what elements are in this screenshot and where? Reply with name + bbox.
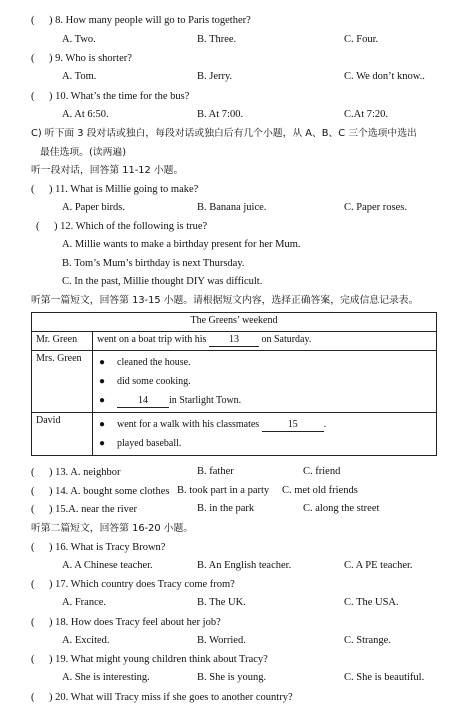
option-c: C. met old friends bbox=[282, 485, 358, 496]
option-a: A. France. bbox=[62, 597, 107, 608]
option-a: A. A Chinese teacher. bbox=[62, 560, 153, 571]
list-item bbox=[97, 391, 432, 410]
activity-text: played baseball. bbox=[117, 438, 182, 449]
list-item bbox=[97, 415, 432, 434]
question-text: ) 12. Which of the following is true? bbox=[54, 221, 208, 232]
option-b: B. father bbox=[197, 466, 234, 477]
option-c: C.At 7:20. bbox=[344, 109, 389, 120]
option-b: B. The UK. bbox=[197, 597, 246, 608]
answer-paren[interactable]: ( bbox=[36, 221, 40, 232]
question-text: ) 20. What will Tracy miss if she goes to another country? bbox=[49, 692, 293, 703]
option-c: C. Paper roses. bbox=[344, 202, 407, 213]
option-c: C. Strange. bbox=[344, 635, 391, 646]
mr-green-cell bbox=[93, 332, 437, 351]
answer-paren[interactable]: ( bbox=[31, 53, 35, 64]
option-c: C. along the street bbox=[303, 503, 380, 514]
question-text: ) 15.A. near the river bbox=[49, 504, 138, 515]
option-b: B. At 7:00. bbox=[197, 109, 244, 120]
list-item bbox=[97, 372, 432, 391]
answer-paren[interactable]: ( bbox=[31, 542, 35, 553]
option-a: A. Tom. bbox=[62, 71, 97, 82]
option-a: A. She is interesting. bbox=[62, 672, 150, 683]
answer-paren[interactable]: ( bbox=[31, 654, 35, 665]
list-item bbox=[97, 353, 432, 372]
option-b: B. took part in a party bbox=[177, 485, 270, 496]
question-text: ) 10. What’s the time for the bus? bbox=[49, 91, 190, 102]
table-title: The Greens’ weekend bbox=[32, 313, 437, 332]
answer-paren[interactable]: ( bbox=[31, 579, 35, 590]
option-c: C. friend bbox=[303, 466, 341, 477]
option-a: A. At 6:50. bbox=[62, 109, 109, 120]
answer-paren[interactable]: ( bbox=[31, 91, 35, 102]
bullet-icon: ● bbox=[99, 395, 106, 406]
passage-1-heading: 听第一篇短文，回答第 13-15 小题。请根据短文内容，选择正确答案，完成信息记录表。 bbox=[31, 295, 419, 306]
question-text: ) 11. What is Millie going to make? bbox=[49, 184, 199, 195]
activity-text: went for a walk with his classmates bbox=[117, 419, 260, 430]
option-a: A. Two. bbox=[62, 34, 96, 45]
option-b: B. She is young. bbox=[197, 672, 267, 683]
option-c: C. In the past, Millie thought DIY was difficult. bbox=[62, 276, 263, 287]
info-record-table bbox=[31, 312, 437, 456]
section-c-instructions: C) 听下面 3 段对话或独白，每段对话或独白后有几个小题，从 A、B、C 三个选项中选出 bbox=[31, 128, 417, 139]
blank-15[interactable]: 15 bbox=[262, 419, 324, 432]
option-c: C. A PE teacher. bbox=[344, 560, 413, 571]
question-text: ) 17. Which country does Tracy come from? bbox=[49, 579, 235, 590]
blank-13[interactable]: 13 bbox=[209, 334, 259, 347]
answer-paren[interactable]: ( bbox=[31, 692, 35, 703]
bullet-icon: ● bbox=[99, 376, 106, 387]
dialog-1-heading: 听一段对话，回答第 11-12 小题。 bbox=[31, 165, 184, 176]
bullet-icon: ● bbox=[99, 438, 106, 449]
question-text: ) 8. How many people will go to Paris together? bbox=[49, 15, 251, 26]
option-a: A. Excited. bbox=[62, 635, 110, 646]
answer-paren[interactable]: ( bbox=[31, 467, 35, 478]
row-label-mr-green: Mr. Green bbox=[32, 332, 93, 351]
row-label-david: David bbox=[32, 413, 93, 456]
option-c: C. The USA. bbox=[344, 597, 399, 608]
mr-green-text-end: on Saturday. bbox=[261, 334, 312, 345]
question-text: ) 9. Who is shorter? bbox=[49, 53, 132, 64]
question-text: ) 16. What is Tracy Brown? bbox=[49, 542, 166, 553]
option-c: C. We don’t know.. bbox=[344, 71, 425, 82]
passage-2-heading: 听第二篇短文，回答第 16-20 小题。 bbox=[31, 523, 194, 534]
row-label-mrs-green: Mrs. Green bbox=[32, 351, 93, 413]
blank-14[interactable]: 14 bbox=[117, 395, 169, 408]
option-b: B. Jerry. bbox=[197, 71, 233, 82]
option-b: B. An English teacher. bbox=[197, 560, 292, 571]
question-text: ) 18. How does Tracy feel about her job? bbox=[49, 617, 221, 628]
bullet-icon: ● bbox=[99, 419, 106, 430]
list-item bbox=[97, 434, 432, 453]
option-b: B. in the park bbox=[197, 503, 255, 514]
activity-text-end: . bbox=[323, 419, 327, 430]
answer-paren[interactable]: ( bbox=[31, 504, 35, 515]
activity-text: cleaned the house. bbox=[117, 357, 191, 368]
answer-paren[interactable]: ( bbox=[31, 184, 35, 195]
bullet-icon: ● bbox=[99, 357, 106, 368]
mrs-green-cell bbox=[93, 351, 437, 413]
option-b: B. Worried. bbox=[197, 635, 246, 646]
mr-green-text: went on a boat trip with his bbox=[97, 334, 207, 345]
section-c-instructions-cont: 最佳选项。(读两遍) bbox=[40, 147, 127, 158]
option-a: A. Paper birds. bbox=[62, 202, 125, 213]
answer-paren[interactable]: ( bbox=[31, 617, 35, 628]
question-text: ) 14. A. bought some clothes bbox=[49, 486, 170, 497]
question-text: ) 13. A. neighbor bbox=[49, 467, 121, 478]
option-b: B. Banana juice. bbox=[197, 202, 267, 213]
activity-text: did some cooking. bbox=[117, 376, 191, 387]
option-b: B. Three. bbox=[197, 34, 237, 45]
question-text: ) 19. What might young children think about Tracy? bbox=[49, 654, 268, 665]
option-a: A. Millie wants to make a birthday present for her Mum. bbox=[62, 239, 301, 250]
david-cell bbox=[93, 413, 437, 456]
activity-text: in Starlight Town. bbox=[169, 395, 242, 406]
answer-paren[interactable]: ( bbox=[31, 486, 35, 497]
option-c: C. She is beautiful. bbox=[344, 672, 425, 683]
answer-paren[interactable]: ( bbox=[31, 15, 35, 26]
option-b: B. Tom’s Mum’s birthday is next Thursday. bbox=[62, 258, 245, 269]
option-c: C. Four. bbox=[344, 34, 379, 45]
